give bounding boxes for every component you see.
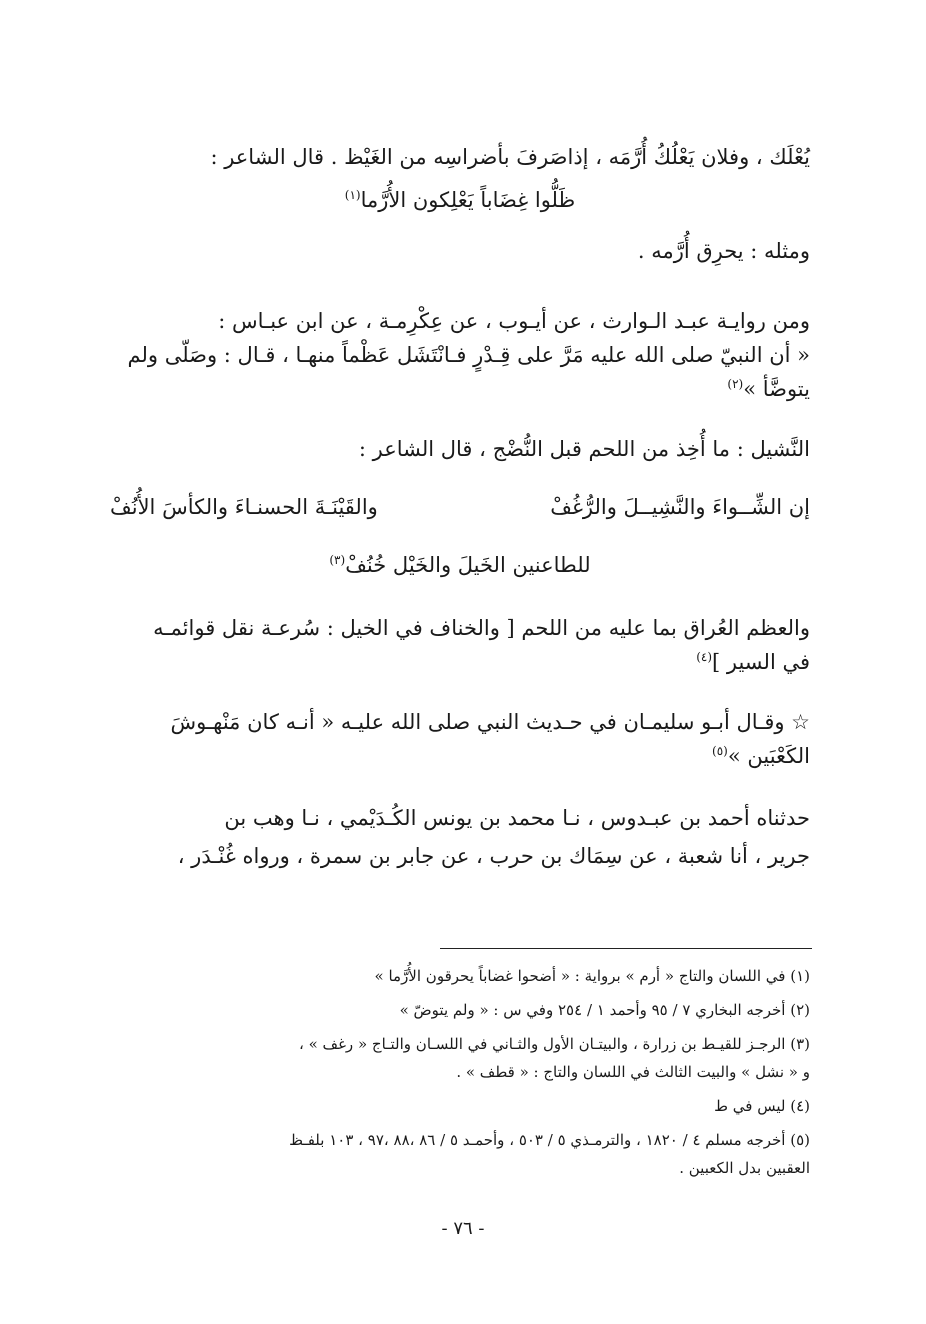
footnote-3-continued: و « نشل » والبيت الثالث في اللسان والتاج : « قطف » . xyxy=(456,1063,810,1081)
text-line: النَّشيل : ما أُخِذ من اللحم قبل النُّضْج ، قال الشاعر : xyxy=(358,437,810,461)
footnote-ref: (٥) xyxy=(712,744,728,758)
paragraph-5 xyxy=(110,705,810,773)
footnote-ref: (١) xyxy=(344,188,361,202)
page-number: - ٧٦ - xyxy=(441,1218,485,1239)
paragraph-4 xyxy=(110,611,810,679)
text-line: ومن روايـة عبـد الـوارث ، عن أيـوب ، عن عِكْرِمـة ، عن ابن عبـاس : xyxy=(218,309,810,333)
footnotes xyxy=(110,962,810,1182)
poem-second-line xyxy=(110,545,810,585)
footnote-5: (٥) أخرجه مسلم ٤ / ١٨٢٠ ، والترمـذي ٥ / ٥٠٣ ، وأحمـد ٥ / ٨٦ ،٨٨ ،٩٧ ، ١٠٣ بلفـظ xyxy=(289,1131,810,1149)
text-line: يُعْلَك ، وفلان يَعْلُكُ أُرَّمَه ، إذاصَرفَ بأضراسِه من الغَيْظ . قال الشاعر : xyxy=(210,145,810,169)
text-line: ومثله : يحرِق أُرَّمه . xyxy=(637,239,810,263)
text-span: يتوضَّأ » xyxy=(743,377,810,401)
footnote-ref: (٤) xyxy=(696,650,713,664)
footnote-1: (١) في اللسان والتاج « أرم » برواية : « أضحوا غضاباً يحرقون الأُرَّما » xyxy=(374,967,810,985)
footnote-2: (٢) أخرجه البخاري ٧ / ٩٥ وأحمد ١ / ٢٥٤ وفي س : « ولم يتوضّ » xyxy=(399,1001,810,1019)
text-line: ☆ وقـال أبـو سليمـان في حـديث النبي صلى الله عليـه « أنـه كان مَنْهـوشَ xyxy=(170,710,810,734)
poem-hemistich-left: والقَيْنَـةَ الحسنـاءَ والكأسَ الأُنُفْ xyxy=(110,495,378,519)
footnote-separator xyxy=(440,948,812,949)
text-line xyxy=(110,739,810,773)
text-line: « أن النبيّ صلى الله عليه مَرَّ على قِـدْرٍ فـانْتَشَل عَظْماً منهـا ، قـال : وصَلّى ولم xyxy=(127,343,810,367)
text-line: جرير ، أنا شعبة ، عن سِمَاك بن حرب ، عن جابر بن سمرة ، ورواه غُنْـدَر ، xyxy=(177,844,810,868)
text-span: في السير ] xyxy=(712,650,810,674)
paragraph-2 xyxy=(110,304,810,406)
text-line xyxy=(110,645,810,679)
text-line xyxy=(110,372,810,406)
text-line: حدثناه أحمد بن عبـدوس ، نـا محمد بن يونس الكُـدَيْمي ، نـا وهب بن xyxy=(224,806,810,830)
poem-first-line xyxy=(110,490,810,524)
verse-line xyxy=(110,174,810,226)
verse-text: ظَلُّوا غِضَاباً يَعْلِكون الأُرَّما xyxy=(360,188,576,212)
poem-hemistich-right: إن الشِّــواءَ والنَّشِيــلَ والرُّغُفْ xyxy=(550,495,810,519)
footnote-5-continued: العقبين بدل الكعبين . xyxy=(679,1159,810,1177)
poem-text: للطاعنين الخَيلَ والخَيْل خُنُفْ xyxy=(345,553,591,577)
paragraph-6 xyxy=(110,799,810,875)
paragraph-1 xyxy=(110,140,810,268)
footnote-ref: (٢) xyxy=(727,377,744,391)
main-text xyxy=(110,140,810,901)
paragraph-3 xyxy=(110,432,810,585)
footnote-3: (٣) الرجـز للقيـط بن زرارة ، والبيتـان الأول والثـاني في اللسـان والتـاج « رغف » ، xyxy=(299,1035,810,1053)
footnote-4: (٤) ليس في ط xyxy=(714,1097,810,1115)
text-span: الكَعْبَين » xyxy=(727,744,810,768)
text-line: والعظم العُراق بما عليه من اللحم [ والخناف في الخيل : سُرعـة نقل قوائمـه xyxy=(153,616,810,640)
footnote-ref: (٣) xyxy=(329,553,346,567)
